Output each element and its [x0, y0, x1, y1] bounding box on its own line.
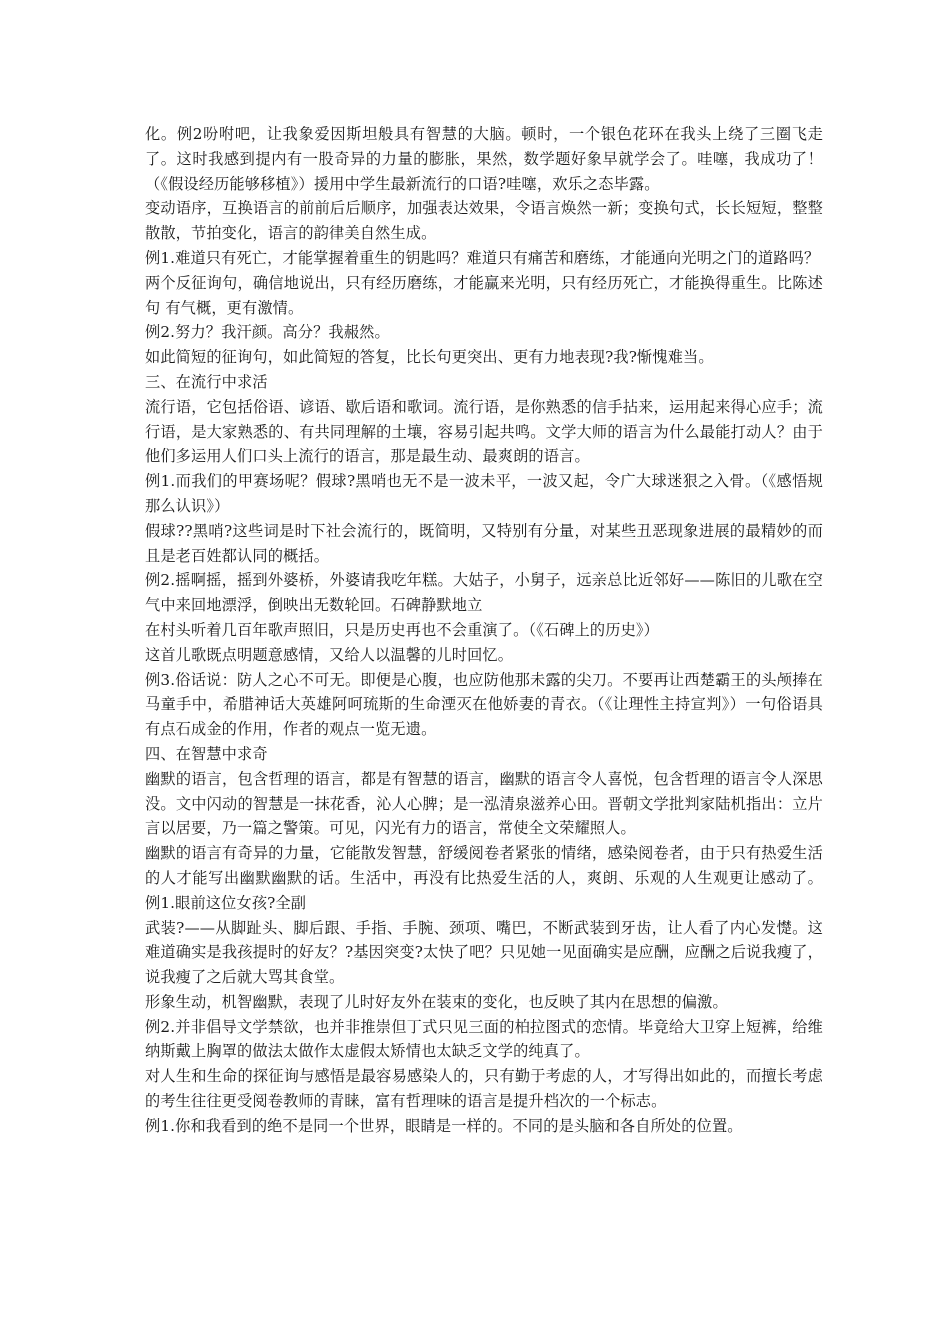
paragraph-22: 例1.你和我看到的绝不是同一个世界，眼睛是一样的。不同的是头脑和各自所处的位置。	[145, 1116, 743, 1135]
paragraph-6: 如此简短的征询句，如此简短的答复，比长句更突出、更有力地表现?我?惭愧难当。	[145, 348, 714, 367]
paragraph-14: 例3.俗话说：防人之心不可无。即便是心腹，也应防他那未露的尖刀。不要再让西楚霸王的头颅捧在马童手中，希腊神话大英雄阿呵琉斯的生命湮灭在他娇妻的青衣。（《让理性主持宣判》）一句俗语具有点石成金的作用，作者的观点一览无遗。	[145, 670, 823, 739]
paragraph-13: 这首儿歌既点明题意感情，又给人以温馨的儿时回忆。	[145, 645, 514, 664]
paragraph-19: 形象生动，机智幽默，表现了儿时好友外在装束的变化，也反映了其内在思想的偏激。	[145, 992, 728, 1011]
paragraph-17: 幽默的语言有奇异的力量，它能散发智慧，舒缓阅卷者紧张的情绪，感染阅卷者，由于只有热爱生活的人才能写出幽默幽默的话。生活中，再没有比热爱生活的人，爽朗、乐观的人生观更让感动了。 例1.眼前这位女孩?全副	[145, 844, 823, 912]
paragraph-2: 变动语序，互换语言的前前后后顺序，加强表达效果，令语言焕然一新；变换句式，长长短短，整整散散，节拍变化，语言的韵律美自然生成。	[145, 199, 823, 243]
paragraph-18: 武装?——从脚趾头、脚后跟、手指、手腕、颈项、嘴巴，不断武装到牙齿，让人看了内心发憷。这难道确实是我孩提时的好友？?基因突变?太快了吧？只见她一见面确实是应酬，应酬之后说我瘦了，说我瘦了之后就大骂其食堂。	[145, 918, 823, 987]
document-body	[145, 122, 823, 1139]
paragraph-16: 幽默的语言，包含哲理的语言，都是有智慧的语言，幽默的语言令人喜悦，包含哲理的语言令人深思没。文中闪动的智慧是一抹花香，沁人心脾；是一泓清泉滋养心田。晋朝文学批判家陆机指出：立片言以居要，乃一篇之警策。可见，闪光有力的语言，常使全文荣耀照人。	[145, 769, 823, 838]
section-heading-3: 三、在流行中求活	[145, 372, 268, 391]
paragraph-5: 例2.努力？我汗颜。高分？我赧然。	[145, 323, 390, 342]
paragraph-21: 对人生和生命的探征询与感悟是最容易感染人的，只有勤于考虑的人，才写得出如此的，而擅长考虑的考生往往更受阅卷教师的青睐，富有哲理味的语言是提升档次的一个标志。	[145, 1067, 823, 1111]
paragraph-1: 化。例2吩咐吧，让我象爱因斯坦般具有智慧的大脑。顿时，一个银色花环在我头上绕了三圈飞走了。这时我感到提内有一股奇异的力量的膨胀，果然，数学题好象早就学会了。哇噻，我成功了！（《假设经历能够移植》）援用中学生最新流行的口语?哇噻，欢乐之态毕露。	[145, 125, 823, 193]
paragraph-10: 假球??黑哨?这些词是时下社会流行的，既简明，又特别有分量，对某些丑恶现象进展的最精妙的而且是老百姓都认同的概括。	[145, 521, 823, 565]
paragraph-11: 例2.摇啊摇，摇到外婆桥，外婆请我吃年糕。大姑子，小舅子，远亲总比近邻好——陈旧的儿歌在空气中来回地漂浮，倒映出无数轮回。石碑静默地立	[145, 571, 823, 615]
paragraph-12: 在村头听着几百年歌声照旧，只是历史再也不会重演了。（《石碑上的历史》）	[145, 620, 660, 639]
paragraph-3: 例1.难道只有死亡，才能掌握着重生的钥匙吗？难道只有痛苦和磨练，才能通向光明之门的道路吗？	[145, 248, 820, 267]
paragraph-9: 例1.而我们的甲赛场呢？假球?黑哨也无不是一波未平，一波又起，令广大球迷狠之入骨。（《感悟规那么认识》）	[145, 472, 823, 515]
paragraph-20: 例2.并非倡导文学禁欲，也并非推崇但丁式只见三面的柏拉图式的恋情。毕竟给大卫穿上短裤，给维纳斯戴上胸罩的做法太做作太虚假太矫情也太缺乏文学的纯真了。	[145, 1017, 823, 1061]
paragraph-4: 两个反征询句，确信地说出，只有经历磨练，才能赢来光明，只有经历死亡，才能换得重生。比陈述句 有气概，更有激情。	[145, 273, 823, 317]
paragraph-8: 流行语，它包括俗语、谚语、歇后语和歌词。流行语，是你熟悉的信手拈来，运用起来得心应手；流行语，是大家熟悉的、有共同理解的土壤，容易引起共鸣。文学大师的语言为什么最能打动人？由于他们多运用人们口头上流行的语言，那是最生动、最爽朗的语言。	[145, 397, 823, 466]
section-heading-4: 四、在智慧中求奇	[145, 744, 268, 763]
